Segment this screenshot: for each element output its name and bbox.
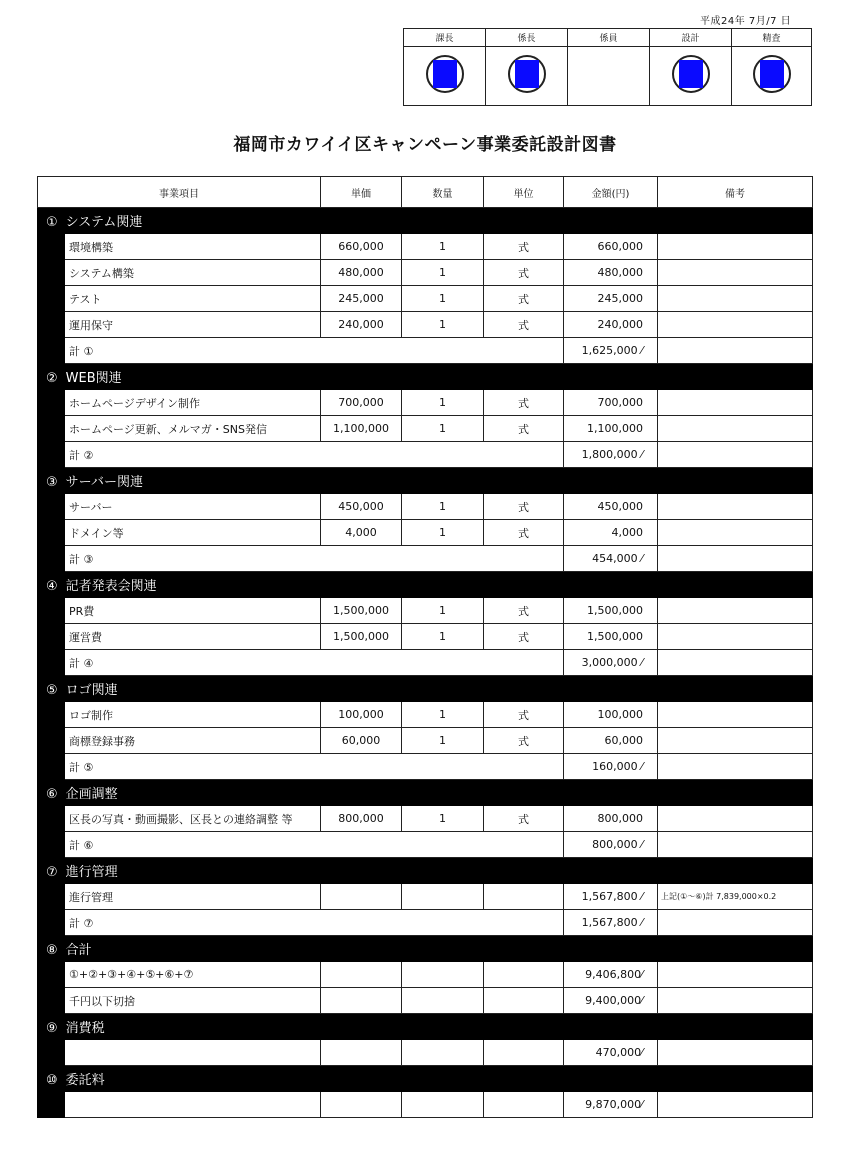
section-number: ① [46,215,58,230]
item-unit-price [321,1040,402,1066]
item-unit-price [321,1092,402,1118]
subtotal-amount: 1,625,000 ⁄ [564,338,658,364]
section-header [38,780,813,806]
item-quantity: 1 [402,702,484,728]
section-header-row [38,676,813,702]
table-row [38,988,813,1014]
subtotal-note [658,832,813,858]
table-row [38,416,813,442]
item-name [65,1092,321,1118]
item-amount: 245,000 [564,286,658,312]
subtotal-row [38,832,813,858]
item-quantity [402,988,484,1014]
section-header-row [38,208,813,234]
approval-seal-icon [508,55,546,93]
item-quantity [402,884,484,910]
table-row [38,962,813,988]
item-amount: 1,500,000 [564,624,658,650]
item-name: 区長の写真・動画撮影、区長との連絡調整 等 [65,806,321,832]
item-quantity: 1 [402,624,484,650]
section-rail [38,494,65,572]
item-quantity [402,1092,484,1118]
subtotal-label: 計 ② [65,442,564,468]
table-row [38,624,813,650]
item-unit: 式 [484,312,564,338]
item-unit: 式 [484,260,564,286]
subtotal-amount: 800,000 ⁄ [564,832,658,858]
section-header [38,1014,813,1040]
item-unit-price: 1,100,000 [321,416,402,442]
approval-cell [568,47,650,106]
column-header: 単価 [321,177,402,208]
item-amount: 480,000 [564,260,658,286]
item-amount: 9,400,000⁄ [564,988,658,1014]
item-name: 環境構築 [65,234,321,260]
item-name: 運用保守 [65,312,321,338]
section-header-row [38,858,813,884]
section-header-row [38,780,813,806]
section-number: ⑨ [46,1021,58,1036]
item-name: 千円以下切捨 [65,988,321,1014]
item-unit [484,988,564,1014]
item-amount: 800,000 [564,806,658,832]
table-row [38,494,813,520]
item-note [658,962,813,988]
item-note [658,598,813,624]
section-name: 企画調整 [65,787,118,802]
table-row [38,390,813,416]
section-rail [38,598,65,676]
item-note [658,390,813,416]
item-unit-price: 240,000 [321,312,402,338]
item-quantity: 1 [402,260,484,286]
table-row [38,1092,813,1118]
item-note [658,520,813,546]
subtotal-row [38,546,813,572]
column-header: 事業項目 [38,177,321,208]
item-unit-price [321,988,402,1014]
section-name: 委託料 [65,1073,105,1088]
section-name: 記者発表会関連 [65,579,157,594]
approval-header: 設計 [650,29,732,47]
item-amount: 660,000 [564,234,658,260]
item-note [658,234,813,260]
section-number: ⑩ [46,1073,58,1088]
document-title: 福岡市カワイイ区キャンペーン事業委託設計図書 [233,135,617,155]
section-name: 進行管理 [65,865,118,880]
table-row [38,1040,813,1066]
item-quantity: 1 [402,234,484,260]
approval-header: 係長 [486,29,568,47]
table-row [38,234,813,260]
item-note [658,728,813,754]
section-header [38,364,813,390]
item-note [658,416,813,442]
approval-stamp-table [403,28,812,106]
item-name [65,1040,321,1066]
item-amount: 470,000⁄ [564,1040,658,1066]
section-rail [38,1040,65,1066]
table-row [38,884,813,910]
subtotal-note [658,754,813,780]
subtotal-row [38,910,813,936]
item-unit-price: 4,000 [321,520,402,546]
section-header [38,1066,813,1092]
item-note [658,988,813,1014]
item-quantity [402,962,484,988]
item-quantity: 1 [402,416,484,442]
item-amount: 9,870,000⁄ [564,1092,658,1118]
subtotal-note [658,910,813,936]
item-name: 進行管理 [65,884,321,910]
item-note [658,1040,813,1066]
section-number: ⑧ [46,943,58,958]
item-note [658,312,813,338]
section-rail [38,806,65,858]
item-quantity: 1 [402,286,484,312]
item-amount: 1,567,800 ⁄ [564,884,658,910]
approval-cell [650,47,732,106]
column-header: 単位 [484,177,564,208]
item-quantity: 1 [402,390,484,416]
item-unit: 式 [484,806,564,832]
item-unit-price [321,884,402,910]
section-name: 合計 [65,943,92,958]
table-row [38,598,813,624]
column-header: 金額(円) [564,177,658,208]
item-amount: 4,000 [564,520,658,546]
item-unit: 式 [484,624,564,650]
item-unit: 式 [484,390,564,416]
item-unit-price: 480,000 [321,260,402,286]
section-header [38,858,813,884]
section-number: ③ [46,475,58,490]
item-amount: 700,000 [564,390,658,416]
item-unit-price: 800,000 [321,806,402,832]
subtotal-label: 計 ① [65,338,564,364]
item-quantity: 1 [402,806,484,832]
item-name: ロゴ制作 [65,702,321,728]
item-unit: 式 [484,728,564,754]
approval-seal-icon [426,55,464,93]
section-header [38,572,813,598]
section-rail [38,1092,65,1118]
item-unit: 式 [484,520,564,546]
item-quantity: 1 [402,312,484,338]
column-header: 備考 [658,177,813,208]
item-name: ドメイン等 [65,520,321,546]
subtotal-amount: 160,000 ⁄ [564,754,658,780]
item-unit [484,1040,564,1066]
section-number: ④ [46,579,58,594]
subtotal-note [658,442,813,468]
item-quantity: 1 [402,520,484,546]
document-date: 平成24年 7月/7 日 [700,16,792,27]
section-header [38,676,813,702]
subtotal-row [38,754,813,780]
subtotal-row [38,338,813,364]
table-row [38,520,813,546]
section-header [38,936,813,962]
subtotal-row [38,650,813,676]
item-unit-price: 700,000 [321,390,402,416]
item-note [658,260,813,286]
item-name: ホームページ更新、メルマガ・SNS発信 [65,416,321,442]
item-note [658,624,813,650]
item-note [658,286,813,312]
approval-seal-icon [672,55,710,93]
section-header-row [38,572,813,598]
subtotal-label: 計 ③ [65,546,564,572]
section-header-row [38,936,813,962]
subtotal-amount: 1,800,000 ⁄ [564,442,658,468]
subtotal-row [38,442,813,468]
item-note: 上記(①～⑥)計 7,839,000×0.2 [658,884,813,910]
item-unit-price: 660,000 [321,234,402,260]
section-number: ② [46,371,58,386]
item-unit: 式 [484,598,564,624]
table-header-row [38,177,813,208]
approval-header: 係員 [568,29,650,47]
item-amount: 9,406,800⁄ [564,962,658,988]
subtotal-note [658,650,813,676]
section-name: 消費税 [65,1021,105,1036]
subtotal-label: 計 ⑥ [65,832,564,858]
cost-breakdown-table [37,176,813,1118]
approval-cell [732,47,812,106]
item-note [658,806,813,832]
section-name: システム関連 [65,215,143,230]
item-name: PR費 [65,598,321,624]
item-quantity: 1 [402,494,484,520]
table-row [38,702,813,728]
item-name: ホームページデザイン制作 [65,390,321,416]
item-unit-price: 1,500,000 [321,598,402,624]
approval-header: 課長 [404,29,486,47]
section-header-row [38,364,813,390]
item-unit: 式 [484,416,564,442]
item-name: ①+②+③+④+⑤+⑥+⑦ [65,962,321,988]
item-unit: 式 [484,702,564,728]
item-name: システム構築 [65,260,321,286]
item-unit [484,884,564,910]
item-unit-price: 245,000 [321,286,402,312]
subtotal-note [658,546,813,572]
section-header-row [38,1014,813,1040]
item-quantity: 1 [402,728,484,754]
table-row [38,286,813,312]
item-quantity [402,1040,484,1066]
section-header [38,468,813,494]
section-number: ⑥ [46,787,58,802]
subtotal-label: 計 ④ [65,650,564,676]
item-unit: 式 [484,286,564,312]
subtotal-amount: 1,567,800 ⁄ [564,910,658,936]
column-header: 数量 [402,177,484,208]
subtotal-amount: 454,000 ⁄ [564,546,658,572]
table-row [38,728,813,754]
item-amount: 1,500,000 [564,598,658,624]
approval-cell [404,47,486,106]
item-amount: 60,000 [564,728,658,754]
section-rail [38,962,65,1014]
section-name: サーバー関連 [65,475,144,490]
section-header-row [38,1066,813,1092]
section-rail [38,702,65,780]
item-unit [484,962,564,988]
subtotal-note [658,338,813,364]
item-quantity: 1 [402,598,484,624]
item-note [658,494,813,520]
item-amount: 100,000 [564,702,658,728]
section-header [38,208,813,234]
item-unit-price: 450,000 [321,494,402,520]
section-number: ⑦ [46,865,58,880]
subtotal-label: 計 ⑤ [65,754,564,780]
item-name: 運営費 [65,624,321,650]
item-note [658,702,813,728]
item-amount: 450,000 [564,494,658,520]
section-name: WEB関連 [65,371,122,386]
table-row [38,260,813,286]
subtotal-amount: 3,000,000 ⁄ [564,650,658,676]
item-amount: 240,000 [564,312,658,338]
section-rail [38,390,65,468]
section-header-row [38,468,813,494]
approval-seal-icon [753,55,791,93]
section-name: ロゴ関連 [65,683,118,698]
item-name: サーバー [65,494,321,520]
item-unit-price: 60,000 [321,728,402,754]
item-note [658,1092,813,1118]
table-row [38,806,813,832]
item-unit-price: 1,500,000 [321,624,402,650]
item-name: テスト [65,286,321,312]
table-row [38,312,813,338]
section-number: ⑤ [46,683,58,698]
item-unit-price: 100,000 [321,702,402,728]
item-unit: 式 [484,494,564,520]
subtotal-label: 計 ⑦ [65,910,564,936]
item-amount: 1,100,000 [564,416,658,442]
section-rail [38,884,65,936]
item-unit: 式 [484,234,564,260]
item-unit-price [321,962,402,988]
approval-cell [486,47,568,106]
approval-header: 精査 [732,29,812,47]
section-rail [38,234,65,364]
item-unit [484,1092,564,1118]
item-name: 商標登録事務 [65,728,321,754]
